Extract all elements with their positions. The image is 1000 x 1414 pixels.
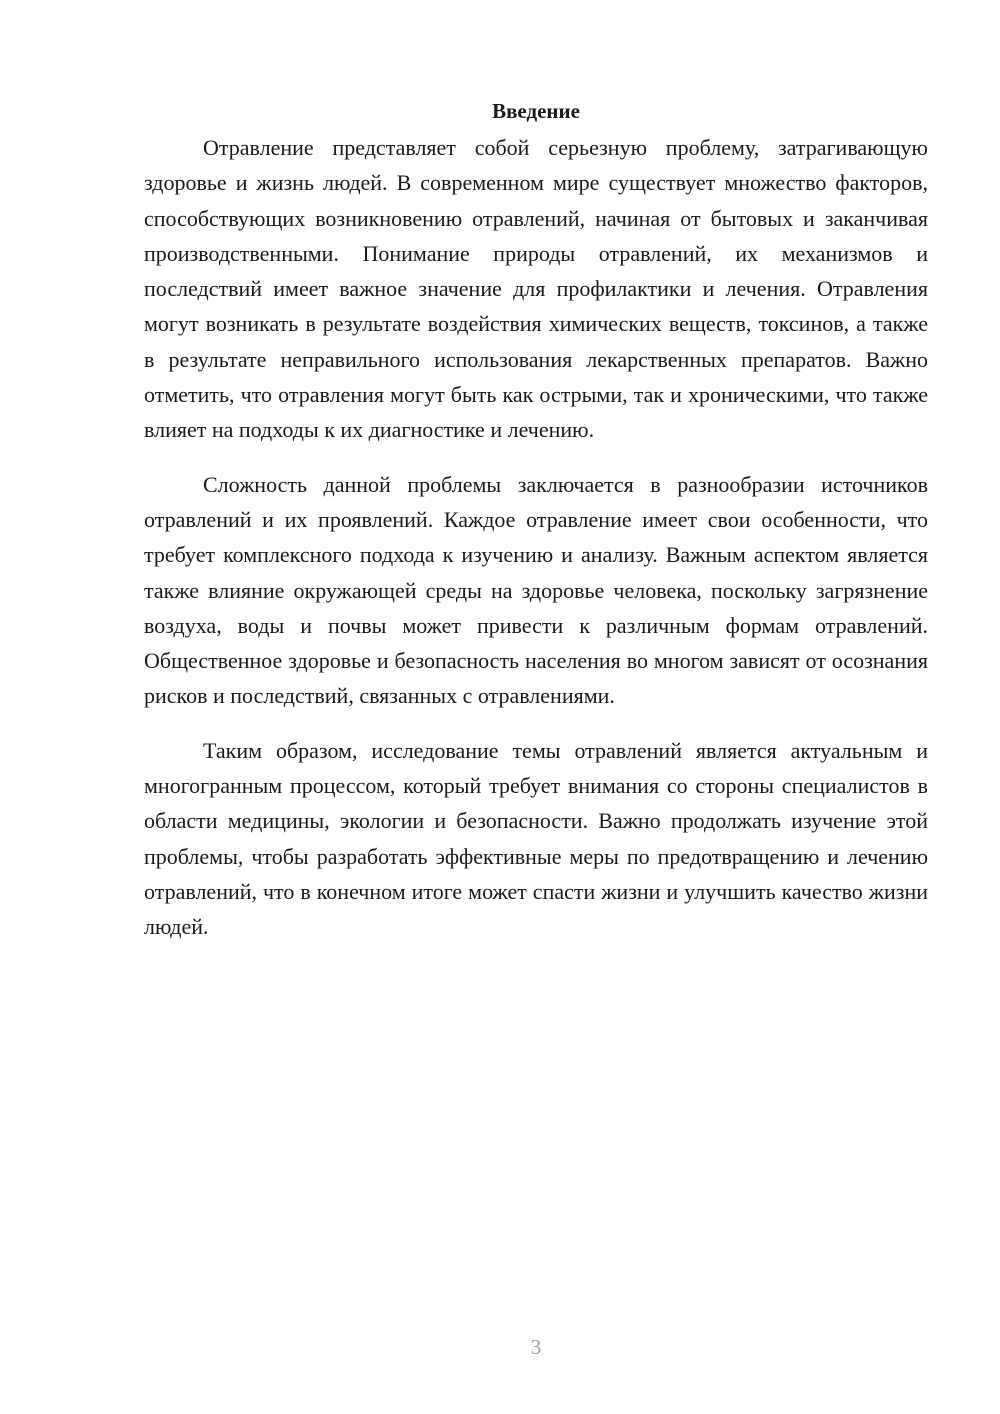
page-content bbox=[144, 96, 928, 945]
section-title: Введение bbox=[492, 99, 580, 123]
paragraph-1: Отравление представляет собой серьезную проблему, затрагивающую здоровье и жизнь людей. В современном мире существует множество факторов, способствующих возникновению отравлений, начиная от бытовых и заканчивая производственными. Понимание природы отравлений, их механизмов и последствий имеет важное значение для профилактики и лечения. Отравления могут возникать в результате воздействия химических веществ, токсинов, а также в результате неправильного использования лекарственных препаратов. Важно отметить, что отравления могут быть как острыми, так и хроническими, что также влияет на подходы к их диагностике и лечению. bbox=[144, 135, 928, 443]
paragraph-3: Таким образом, исследование темы отравлений является актуальным и многогранным процессом, который требует внимания со стороны специалистов в области медицины, экологии и безопасности. Важно продолжать изучение этой проблемы, чтобы разработать эффективные меры по предотвращению и лечению отравлений, что в конечном итоге может спасти жизни и улучшить качество жизни людей. bbox=[144, 737, 928, 940]
page-number: 3 bbox=[530, 1335, 542, 1359]
paragraph-2: Сложность данной проблемы заключается в разнообразии источников отравлений и их проявлений. Каждое отравление имеет свои особенности, что требует комплексного подхода к изучению и анализу. Важным аспектом является также влияние окружающей среды на здоровье человека, поскольку загрязнение воздуха, воды и почвы может привести к различным формам отравлений. Общественное здоровье и безопасность населения во многом зависят от осознания рисков и последствий, связанных с отравлениями. bbox=[144, 471, 928, 709]
